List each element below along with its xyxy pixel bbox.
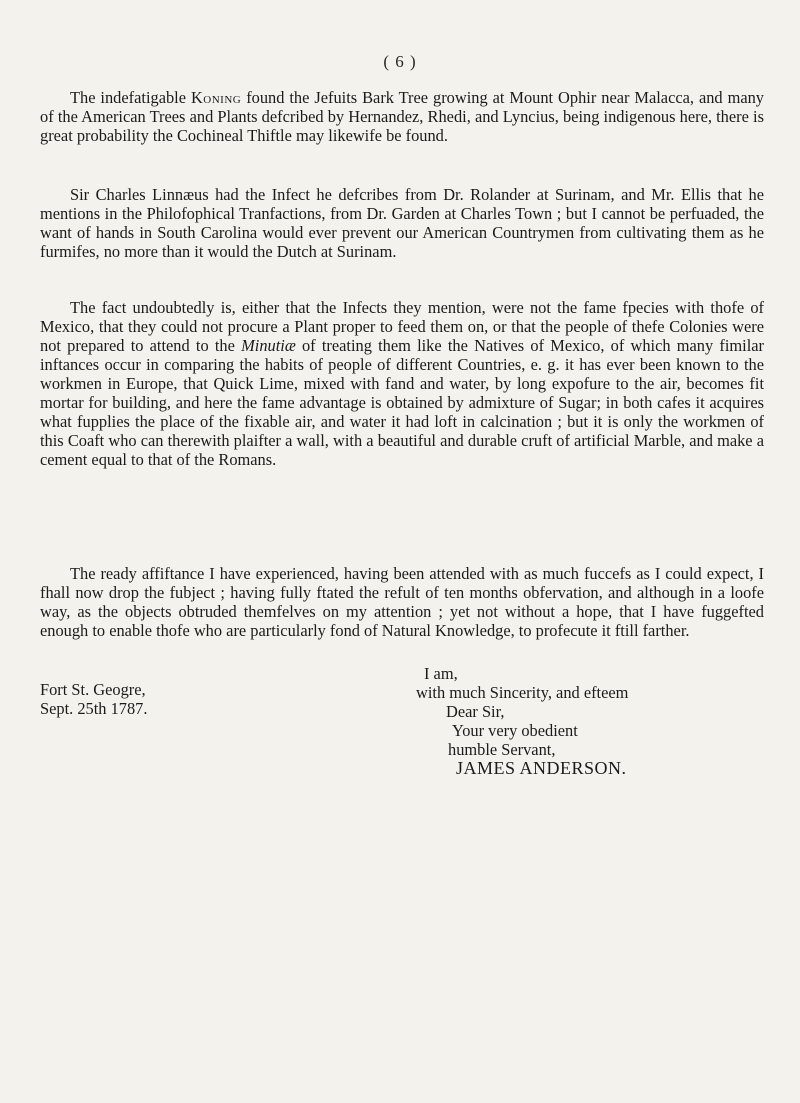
closing-block bbox=[400, 664, 628, 778]
paragraph-3-post: of treating them like the Natives of Mexico, of which many fimilar inftances occur in comparing the habits of people of different Countries, e. g. it has ever been known to the workmen in Europe, that Quick Lime, mixed with fand and water, by long expofure to the air, becomes fit mortar for building, and here the fame advantage is obtained by admixture of Sugar; in both cafes it acquires what fupplies the place of the fixable air, and water it had loft in calcination ; but it is only the workmen of this Coaft who can therewith plaifter a wall, with a beautiful and durable cruft of artificial Marble, and make a cement equal to that of the Romans. bbox=[40, 336, 764, 469]
place-date-block bbox=[40, 680, 147, 718]
closing-line-3: Dear Sir, bbox=[446, 702, 505, 721]
paragraph-1 bbox=[40, 88, 764, 145]
paragraph-1-lead: The indefatigable bbox=[70, 88, 191, 107]
signature-name: JAMES ANDERSON. bbox=[456, 758, 627, 778]
closing-line-4: Your very obedient bbox=[452, 721, 578, 740]
paragraph-1-text: found the Jefuits Bark Tree growing at Mount Ophir near Malacca, and many of the American Trees and Plants defcribed by Hernandez, Rhedi, and Lyncius, being indigenous here, there is great probability the Cochineal Thiftle may likewife be found. bbox=[40, 88, 764, 145]
closing-line-5: humble Servant, bbox=[448, 740, 556, 759]
paragraph-3-pre: The fact undoubtedly is, either that the Infects they mention, were not the fame fpecies with thofe of Mexico, that they could not procure a Plant proper to feed them on, or that the people of thefe Colonies were not prepared to attend to the bbox=[40, 298, 764, 355]
minutiae-term: Minutiæ bbox=[241, 336, 296, 355]
closing-line-1: I am, bbox=[424, 664, 458, 683]
letter-date: Sept. 25th 1787. bbox=[40, 699, 148, 718]
page-number: ( 6 ) bbox=[383, 52, 417, 71]
letter-place: Fort St. Geogre, bbox=[40, 680, 146, 699]
author-name-koning: Koning bbox=[190, 88, 242, 107]
paragraph-2: Sir Charles Linnæus had the Infect he defcribes from Dr. Rolander at Surinam, and Mr. Ellis that he mentions in the Philofophical Tranfactions, from Dr. Garden at Charles Town ; but I cannot be perfuaded, the want of hands in South Carolina would ever prevent our American Countrymen from cultivating them as he furmifes, no more than it would the Dutch at Surinam. bbox=[40, 185, 764, 261]
closing-line-2: with much Sincerity, and efteem bbox=[416, 683, 629, 702]
paragraph-3 bbox=[40, 298, 764, 469]
paragraph-4: The ready affiftance I have experienced, having been attended with as much fuccefs as I could expect, I fhall now drop the fubject ; having fully ftated the refult of ten months obfervation, and although in a loofe way, as the objects obtruded themfelves on my attention ; yet not without a hope, that I have fuggefted enough to enable thofe who are particularly fond of Natural Knowledge, to profecute it ftill farther. bbox=[40, 564, 764, 640]
